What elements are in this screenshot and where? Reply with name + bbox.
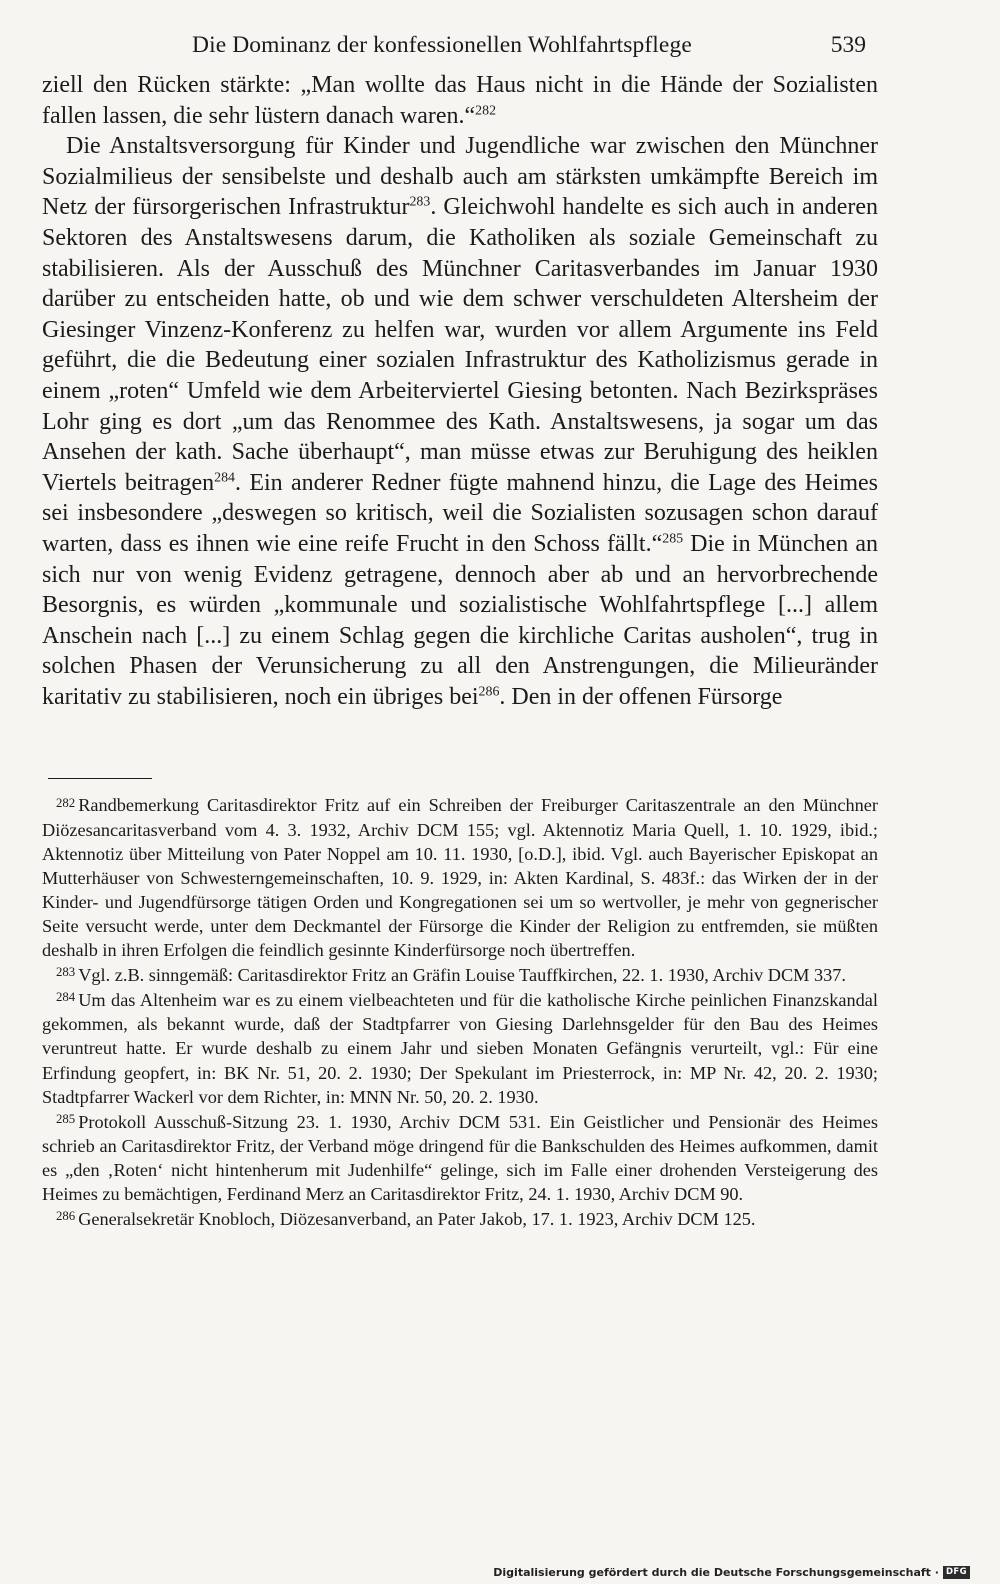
paragraph-continued (42, 70, 878, 131)
footnote (42, 1207, 878, 1231)
text-run: . Den in der offenen Fürsorge (499, 683, 783, 710)
footnote-ref[interactable]: 285 (662, 531, 684, 547)
footnote (42, 988, 878, 1108)
text-run: Die Anstaltsversorgung für Kinder und Jugendliche war zwischen den Münchner Sozialmilieus der sensibelste und deshalb auch am stärksten umkämpfte Bereich im Netz der fürsorgerischen Infrastruktur (42, 133, 878, 221)
footnotes (42, 793, 878, 1231)
credit-text: Digitalisierung gefördert durch die Deutsche Forschungsgemeinschaft · (493, 1566, 939, 1579)
text-run: ziell den Rücken stärkte: „Man wollte das Haus nicht in die Hände der Sozialisten fallen lassen, die sehr lüstern danach waren.“ (42, 72, 878, 129)
text-run: Die in München an sich nur von wenig Evidenz getragene, dennoch aber ab und an hervorbrechende Besorgnis, es würden „kommunale und sozialistische Wohlfahrtspflege [...] allem Anschein nach [...] zu einem Schlag gegen die kirchliche Caritas ausholen“, trug in solchen Phasen der Verunsicherung zu all den Anstrengungen, die Milieuränder karitativ zu stabilisieren, noch ein übriges bei (42, 530, 879, 710)
footnote-ref[interactable]: 283 (409, 194, 431, 210)
footnote (42, 1110, 878, 1206)
footnote-number: 282 (56, 795, 76, 810)
body-text (42, 70, 878, 712)
footnote (42, 793, 878, 962)
book-page (42, 30, 878, 1232)
footnote-number: 283 (56, 965, 76, 980)
footnote-number: 285 (56, 1111, 76, 1126)
footnote-number: 284 (56, 990, 76, 1005)
paragraph (42, 131, 878, 712)
footnote-ref[interactable]: 286 (478, 684, 500, 700)
footnote-text: Um das Altenheim war es zu einem vielbeachteten und für die katholische Kirche peinlichen Finanzskandal gekommen, als bekannt wurde, daß der Stadtpfarrer von Giesing Darlehnsgelder für den Bau des Heimes veruntreut hatte. Er wurde deshalb zu einem Jahr und sieben Monaten Gefängnis verurteilt, vgl.: Für eine Erfindung geopfert, in: BK Nr. 51, 20. 2. 1930; Der Spekulant im Priesterrock, in: MP Nr. 42, 20. 2. 1930; Stadtpfarrer Wackerl vor dem Richter, in: MNN Nr. 50, 20. 2. 1930. (42, 990, 878, 1107)
footnote-ref[interactable]: 282 (475, 102, 497, 118)
footnote-text: Generalsekretär Knobloch, Diözesanverband, an Pater Jakob, 17. 1. 1923, Archiv DCM 125. (78, 1209, 756, 1230)
footnote-text: Vgl. z.B. sinngemäß: Caritasdirektor Fritz an Gräfin Louise Tauffkirchen, 22. 1. 1930, Archiv DCM 337. (78, 965, 846, 986)
digitization-credit (493, 1566, 970, 1579)
footnote-text: Protokoll Ausschuß-Sitzung 23. 1. 1930, Archiv DCM 531. Ein Geistlicher und Pensionär des Heimes schrieb an Caritasdirektor Fritz, der Verband möge dringend für die Bankschulden des Heimes aufkommen, damit es „den ‚Roten‘ nicht hintenherum mit Judenhilfe“ gelinge, sich im Falle einer drohenden Versteigerung des Heimes zu bemächtigen, Ferdinand Merz an Caritasdirektor Fritz, 24. 1. 1930, Archiv DCM 90. (42, 1111, 878, 1204)
dfg-logo: DFG (943, 1566, 970, 1579)
footnote-number: 286 (56, 1209, 76, 1224)
footnote-divider (48, 778, 152, 779)
text-run: . Gleichwohl handelte es sich auch in anderen Sektoren des Anstaltswesens darum, die Katholiken als soziale Gemeinschaft zu stabilisieren. Als der Ausschuß des Münchner Caritasverbandes im Januar 1930 darüber zu entscheiden hatte, ob und wie dem schwer verschuldeten Altersheim der Giesinger Vinzenz-Konferenz zu helfen war, wurden vor allem Argumente ins Feld geführt, die die Bedeutung einer sozialen Infrastruktur des Katholizismus gerade in einem „roten“ Umfeld wie dem Arbeiterviertel Giesing betonten. Nach Bezirkspräses Lohr ging es dort „um das Renommee des Kath. Anstaltswesens, ja sogar um das Ansehen der kath. Sache überhaupt“, man müsse etwas zur Beruhigung des heiklen Viertels beitragen (42, 194, 879, 496)
running-head (42, 30, 878, 70)
footnote-ref[interactable]: 284 (214, 470, 235, 486)
running-title: Die Dominanz der konfessionellen Wohlfahrtspflege (192, 32, 692, 58)
text-run: . Ein anderer Redner fügte mahnend hinzu, die Lage des Heimes sei insbesondere „deswegen so kritisch, weil die Sozialisten sozusagen schon darauf warten, dass es ihnen wie eine reife Frucht in den Schoss fällt.“ (42, 469, 878, 557)
page-number: 539 (830, 32, 866, 58)
footnote-text: Randbemerkung Caritasdirektor Fritz auf ein Schreiben der Freiburger Caritaszentrale an den Münchner Diözesancaritasverband vom 4. 3. 1932, Archiv DCM 155; vgl. Aktennotiz Maria Quell, 1. 10. 1929, ibid.; Aktennotiz über Mitteilung von Pater Noppel am 10. 11. 1930, [o.D.], ibid. Vgl. auch Bayerischer Episkopat an Mutterhäuser von Schwesterngemeinschaften, 10. 9. 1929, in: Akten Kardinal, S. 483f.: das Wirken der in der Kinder- und Jugendfürsorge tätigen Orden und Kongregationen sei um so wertvoller, je mehr von gegnerischer Seite versucht werde, unter dem Deckmantel der Fürsorge die Kinder der Religion zu entfremden, sie müßten deshalb in ihren Erfolgen die feindlich gesinnte Kinderfürsorge noch übertreffen. (42, 795, 878, 961)
footnote (42, 963, 878, 987)
